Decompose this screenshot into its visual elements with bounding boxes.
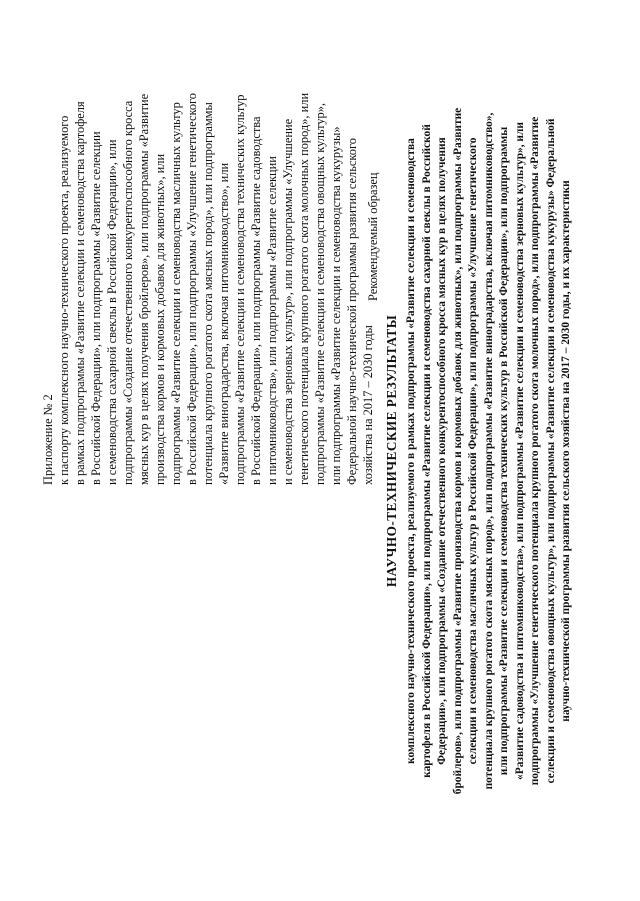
description-line: селекции и семеноводства овощных культур», или подпрограммы «Развитие селекции и семеноводства кукурузы» Федеральной — [544, 118, 557, 784]
appendix-line: подпрограммы «Создание отечественного конкурентоспособного кросса — [121, 100, 135, 485]
appendix-line: в Российской Федерации», или подпрограммы «Развитие селекции — [89, 131, 103, 485]
appendix-line: Федеральной научно-технической программы развития сельского — [345, 138, 359, 485]
document-heading: НАУЧНО-ТЕХНИЧЕСКИЕ РЕЗУЛЬТАТЫ — [384, 314, 399, 588]
appendix-block — [40, 35, 376, 485]
description-line: научно-технической программы развития сельского хозяйства на 2017 – 2030 годы, и их характеристики — [560, 180, 572, 722]
appendix-line: подпрограммы «Развитие селекции и семеноводства масличных культур — [169, 102, 183, 485]
description-line: бройлеров», или подпрограммы «Развитие производства кормов и кормовых добавок для животных», или подпрограммы «Развитие — [451, 107, 464, 795]
description-line: потенциала крупного рогатого скота мясных пород», или подпрограммы «Развитие виноградарства, включая питомниководство», — [482, 112, 495, 790]
appendix-title: Приложение № 2 — [41, 394, 55, 485]
description-line: или подпрограммы «Развитие селекции и семеноводства технических культур в Российской Федерации», или подпрограммы — [498, 126, 510, 776]
appendix-line: потенциала крупного рогатого скота мясных пород», или подпрограммы — [201, 102, 215, 485]
appendix-line: или подпрограммы «Развитие селекции и семеноводства кукурузы» — [329, 126, 343, 485]
description-line: селекции и семеноводства масличных культур в Российской Федерации», или подпрограммы «Улучшение генетического — [467, 137, 479, 765]
description-line: комплексного научно-технического проекта, реализуемого в рамках подпрограммы «Развитие селекции и семеноводства — [405, 138, 417, 764]
appendix-line: к паспорту комплексного научно-технического проекта, реализуемого — [57, 115, 71, 485]
description-line: «Развитие садоводства и питомниководства», или подпрограммы «Развитие селекции и семеноводства зерновых культур», или — [513, 122, 526, 780]
appendix-line: мясных кур в целях получения бройлеров», или подпрограммы «Развитие — [137, 93, 151, 485]
appendix-line: подпрограммы «Развитие селекции и семеноводства технических культур — [233, 94, 247, 485]
appendix-line: в Российской Федерации», или подпрограммы «Развитие садоводства — [249, 116, 263, 485]
appendix-line: «Развитие виноградарства, включая питомниководство», или — [217, 162, 231, 485]
appendix-line: и семеноводства зерновых культур», или подпрограммы «Улучшение — [281, 118, 295, 485]
description-line: подпрограммы «Улучшение генетического потенциала крупного рогатого скота молочных пород», или подпрограммы «Развитие — [529, 116, 541, 786]
appendix-line: производства кормов и кормовых добавок для животных», или — [153, 153, 167, 485]
appendix-line: генетического потенциала крупного рогатого скота молочных пород», или — [297, 92, 311, 485]
description-line: картофеля в Российской Федерации», или подпрограммы «Развитие селекции и семеноводства сахарной свеклы в Российской — [420, 124, 433, 778]
appendix-line: в Российской Федерации», или подпрограммы «Улучшение генетического — [185, 92, 199, 485]
recommended-form-note: Рекомендуемый образец — [366, 172, 380, 301]
appendix-line: и питомниководства», или подпрограммы «Развитие селекции — [265, 156, 279, 485]
appendix-line: хозяйства на 2017 – 2030 годы — [361, 325, 375, 485]
heading-description — [404, 17, 575, 885]
appendix-line: и семеноводства сахарной свеклы в Российской Федерации», или — [105, 139, 119, 485]
appendix-line: подпрограммы «Развитие селекции и семеноводства овощных культур», — [313, 102, 327, 485]
appendix-line: в рамках подпрограммы «Развитие селекции и семеноводства картофеля — [73, 101, 87, 485]
description-line: Федерации», или подпрограммы «Создание отечественного конкурентоспособного кросса мясных кур в целях получения — [436, 137, 448, 765]
